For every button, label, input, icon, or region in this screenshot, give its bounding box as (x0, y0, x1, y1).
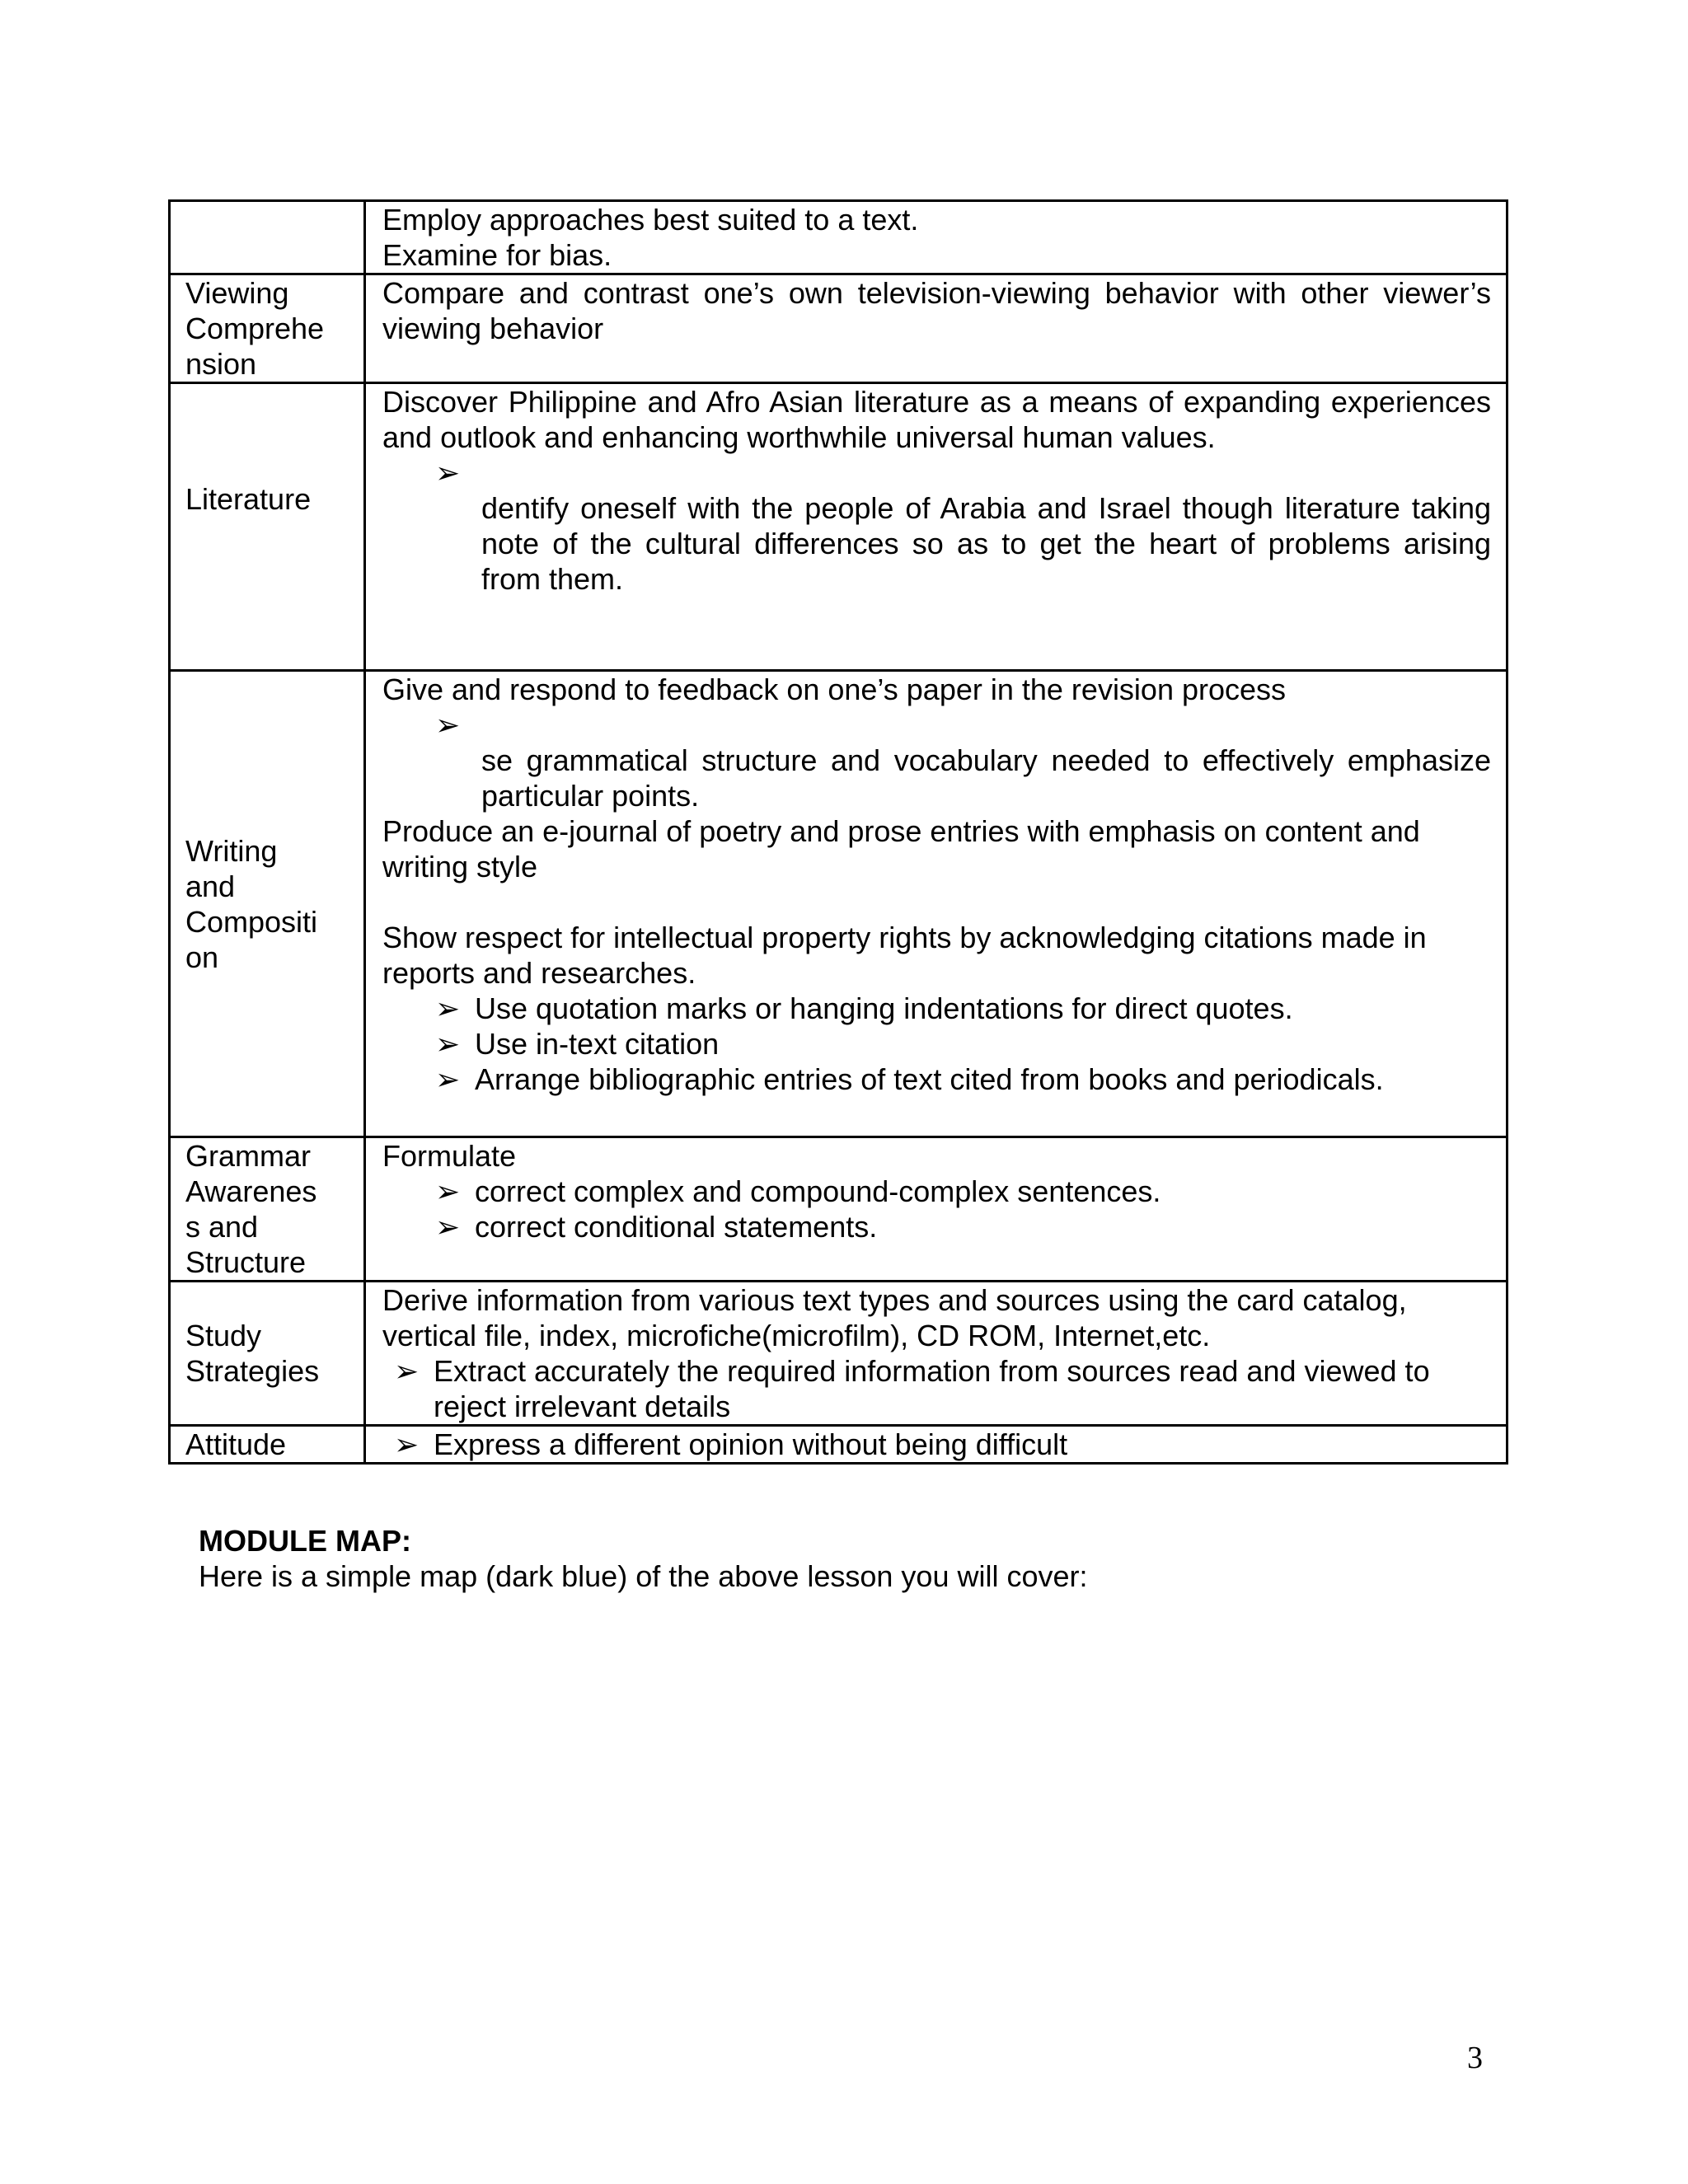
content-line: Give and respond to feedback on one’s paper in the revision process (382, 673, 1287, 706)
list-item: ➢ correct complex and compound-complex sentences. (435, 1174, 1161, 1208)
module-map-heading: MODULE MAP: (199, 1524, 411, 1558)
module-map-intro: Here is a simple map (dark blue) of the above lesson you will cover: (199, 1559, 1088, 1593)
competency-table (168, 199, 1508, 1465)
table-row (170, 671, 1507, 1137)
row-content (365, 1137, 1507, 1282)
page-number: 3 (1467, 2041, 1483, 2075)
row-label-literature (170, 383, 365, 671)
table-row (170, 383, 1507, 671)
list-item: ➢ Express a different opinion without being difficult (394, 1427, 1068, 1461)
bullet-arrow-icon: ➢ (435, 1062, 461, 1096)
label-line: Viewing (185, 276, 289, 310)
content-paragraph: Show respect for intellectual property rights by acknowledging citations made in reports and researches. (382, 921, 1427, 990)
bullet-marker: ➢ (435, 708, 461, 742)
label-line: Study (185, 1319, 262, 1352)
content-paragraph: Produce an e-journal of poetry and prose entries with emphasis on content and writing style (382, 814, 1420, 883)
list-item: ➢ Use in-text citation (435, 1027, 720, 1061)
content-line: Examine for bias. (382, 238, 612, 272)
row-label-viewing (170, 274, 365, 383)
row-content (365, 1426, 1507, 1464)
label-line: Compositi (185, 904, 318, 939)
table-row (170, 1282, 1507, 1426)
table-row (170, 201, 1507, 274)
bullet-text: se grammatical structure and vocabulary needed to effectively emphasize particular points. (481, 743, 1491, 813)
list-item: ➢ Use quotation marks or hanging indentations for direct quotes. (435, 991, 1293, 1025)
content-paragraph: Discover Philippine and Afro Asian literature as a means of expanding experiences and outlook and enhancing worthwhile universal human values. (382, 385, 1491, 454)
table-row (170, 1137, 1507, 1282)
bullet-arrow-icon: ➢ (435, 1027, 461, 1061)
content-paragraph: Compare and contrast one’s own television-viewing behavior with other viewer’s viewing behavior (382, 276, 1491, 345)
bullet-marker: ➢ (435, 456, 461, 490)
list-item: ➢ Arrange bibliographic entries of text cited from books and periodicals. (435, 1062, 1384, 1096)
content-paragraph: Derive information from various text types and sources using the card catalog, vertical file, index, microfiche(microfilm), CD ROM, Internet,etc. (382, 1283, 1407, 1352)
row-label-grammar (170, 1137, 365, 1282)
row-content (365, 1282, 1507, 1426)
label-line: s and (185, 1210, 259, 1244)
row-label-writing (170, 671, 365, 1137)
row-label-empty (170, 201, 365, 274)
table-row (170, 1426, 1507, 1464)
label-line: on (185, 940, 219, 974)
bullet-arrow-icon: ➢ (435, 1210, 461, 1244)
row-content (365, 671, 1507, 1137)
table-row (170, 274, 1507, 383)
bullet-arrow-icon: ➢ (435, 1174, 461, 1208)
label-line: and (185, 869, 236, 903)
label-line: nsion (185, 347, 257, 381)
list-item: ➢ correct conditional statements. (435, 1210, 878, 1244)
label-line: Strategies (185, 1354, 320, 1388)
row-label-study (170, 1282, 365, 1426)
label-line: Awarenes (185, 1174, 317, 1208)
list-item: ➢ Extract accurately the required information from sources read and viewed to reject irrelevant details (394, 1354, 1430, 1423)
bullet-text: dentify oneself with the people of Arabia and Israel though literature taking note of the cultural differences so as to get the heart of problems arising from them. (481, 491, 1491, 596)
label-line: Grammar (185, 1139, 311, 1173)
row-content (365, 274, 1507, 383)
content-line: Formulate (382, 1139, 517, 1173)
label-line: Literature (185, 482, 312, 516)
row-label-attitude: Attitude (170, 1426, 365, 1464)
content-line: Employ approaches best suited to a text. (382, 203, 919, 237)
bullet-arrow-icon: ➢ (394, 1427, 420, 1461)
label-line: Comprehe (185, 312, 325, 345)
row-content (365, 201, 1507, 274)
bullet-arrow-icon: ➢ (435, 991, 461, 1025)
bullet-arrow-icon: ➢ (394, 1354, 420, 1388)
label-line: Structure (185, 1245, 307, 1279)
label-line: Writing (185, 833, 278, 868)
row-content (365, 383, 1507, 671)
